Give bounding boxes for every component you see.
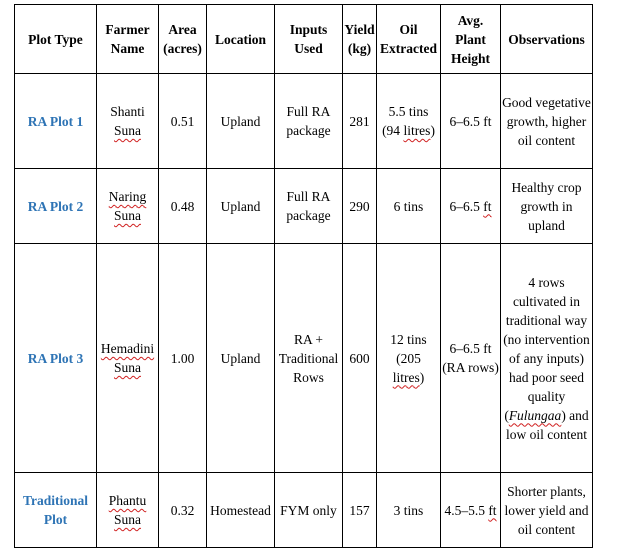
inputs-cell: Full RA package — [275, 74, 343, 169]
plot-type-cell: Traditional Plot — [15, 473, 97, 548]
oil-cell — [377, 244, 441, 473]
observations-cell: Shorter plants, lower yield and oil content — [501, 473, 593, 548]
plot-type-cell: RA Plot 3 — [15, 244, 97, 473]
height-unit: ft — [488, 502, 497, 518]
farmer-first-name: Hemadini — [100, 341, 155, 356]
yield-cell: 281 — [343, 74, 377, 169]
inputs-cell: Full RA package — [275, 169, 343, 244]
table-row — [15, 169, 593, 244]
height-cell: 6–6.5 ft — [441, 169, 501, 244]
oil-cell: 6 tins — [377, 169, 441, 244]
observation-italic-term: Fulungaa — [508, 407, 562, 423]
observations-cell: Healthy crop growth in upland — [501, 169, 593, 244]
area-cell: 0.32 — [159, 473, 207, 548]
farmer-last-name: Suna — [114, 123, 141, 138]
header-farmer-name: Farmer Name — [97, 5, 159, 74]
area-cell: 1.00 — [159, 244, 207, 473]
location-cell: Upland — [207, 169, 275, 244]
table-row — [15, 74, 593, 169]
area-cell: 0.51 — [159, 74, 207, 169]
farmer-name-cell — [97, 74, 159, 169]
header-observations: Observations — [501, 5, 593, 74]
header-height: Avg. Plant Height — [441, 5, 501, 74]
header-plot-type: Plot Type — [15, 5, 97, 74]
height-cell — [441, 244, 501, 473]
location-cell: Upland — [207, 244, 275, 473]
oil-cell: 3 tins — [377, 473, 441, 548]
height-cell: 4.5–5.5 ft — [441, 473, 501, 548]
plot-type-cell: RA Plot 2 — [15, 169, 97, 244]
yield-cell: 290 — [343, 169, 377, 244]
plot-type-cell: RA Plot 1 — [15, 74, 97, 169]
farmer-name-cell — [97, 244, 159, 473]
farmer-last-name: Suna — [114, 208, 141, 223]
oil-litres-word-line: litres) — [392, 369, 425, 385]
header-row — [15, 5, 593, 74]
observation-text: 4 rows cultivated in traditional way (no intervention of any inputs) had poor seed quality ( — [503, 274, 590, 423]
inputs-cell: RA + Traditional Rows — [275, 244, 343, 473]
oil-cell — [377, 74, 441, 169]
table-row — [15, 473, 593, 548]
height-cell: 6–6.5 ft — [441, 74, 501, 169]
farmer-name-cell — [97, 473, 159, 548]
observations-cell — [501, 244, 593, 473]
plot-comparison-table — [14, 4, 593, 548]
oil-amount: 12 tins — [390, 331, 427, 347]
height-unit: ft — [483, 198, 492, 214]
header-oil: Oil Extracted — [377, 5, 441, 74]
oil-amount: 5.5 tins — [388, 104, 429, 119]
farmer-name-cell — [97, 169, 159, 244]
yield-cell: 157 — [343, 473, 377, 548]
farmer-first-name: Shanti — [110, 104, 145, 119]
oil-litres-word: litres — [403, 123, 431, 138]
observations-cell: Good vegetative growth, higher oil content — [501, 74, 593, 169]
farmer-first-name: Phantu — [108, 493, 147, 508]
location-cell: Homestead — [207, 473, 275, 548]
farmer-first-name: Naring — [108, 189, 147, 204]
oil-litres: (205 — [396, 350, 421, 366]
table-row — [15, 244, 593, 473]
location-cell: Upland — [207, 74, 275, 169]
farmer-last-name: Suna — [114, 360, 141, 375]
observation-text-end: ) and low oil content — [506, 407, 589, 442]
yield-cell: 600 — [343, 244, 377, 473]
height-value: 6–6.5 ft — [449, 341, 492, 356]
oil-litres: (94 litres) — [382, 123, 435, 138]
header-inputs: Inputs Used — [275, 5, 343, 74]
header-area: Area (acres) — [159, 5, 207, 74]
height-note: (RA rows) — [442, 360, 499, 375]
oil-litres-word: litres — [392, 369, 420, 385]
farmer-last-name: Suna — [114, 512, 141, 527]
area-cell: 0.48 — [159, 169, 207, 244]
header-location: Location — [207, 5, 275, 74]
header-yield: Yield (kg) — [343, 5, 377, 74]
inputs-cell: FYM only — [275, 473, 343, 548]
